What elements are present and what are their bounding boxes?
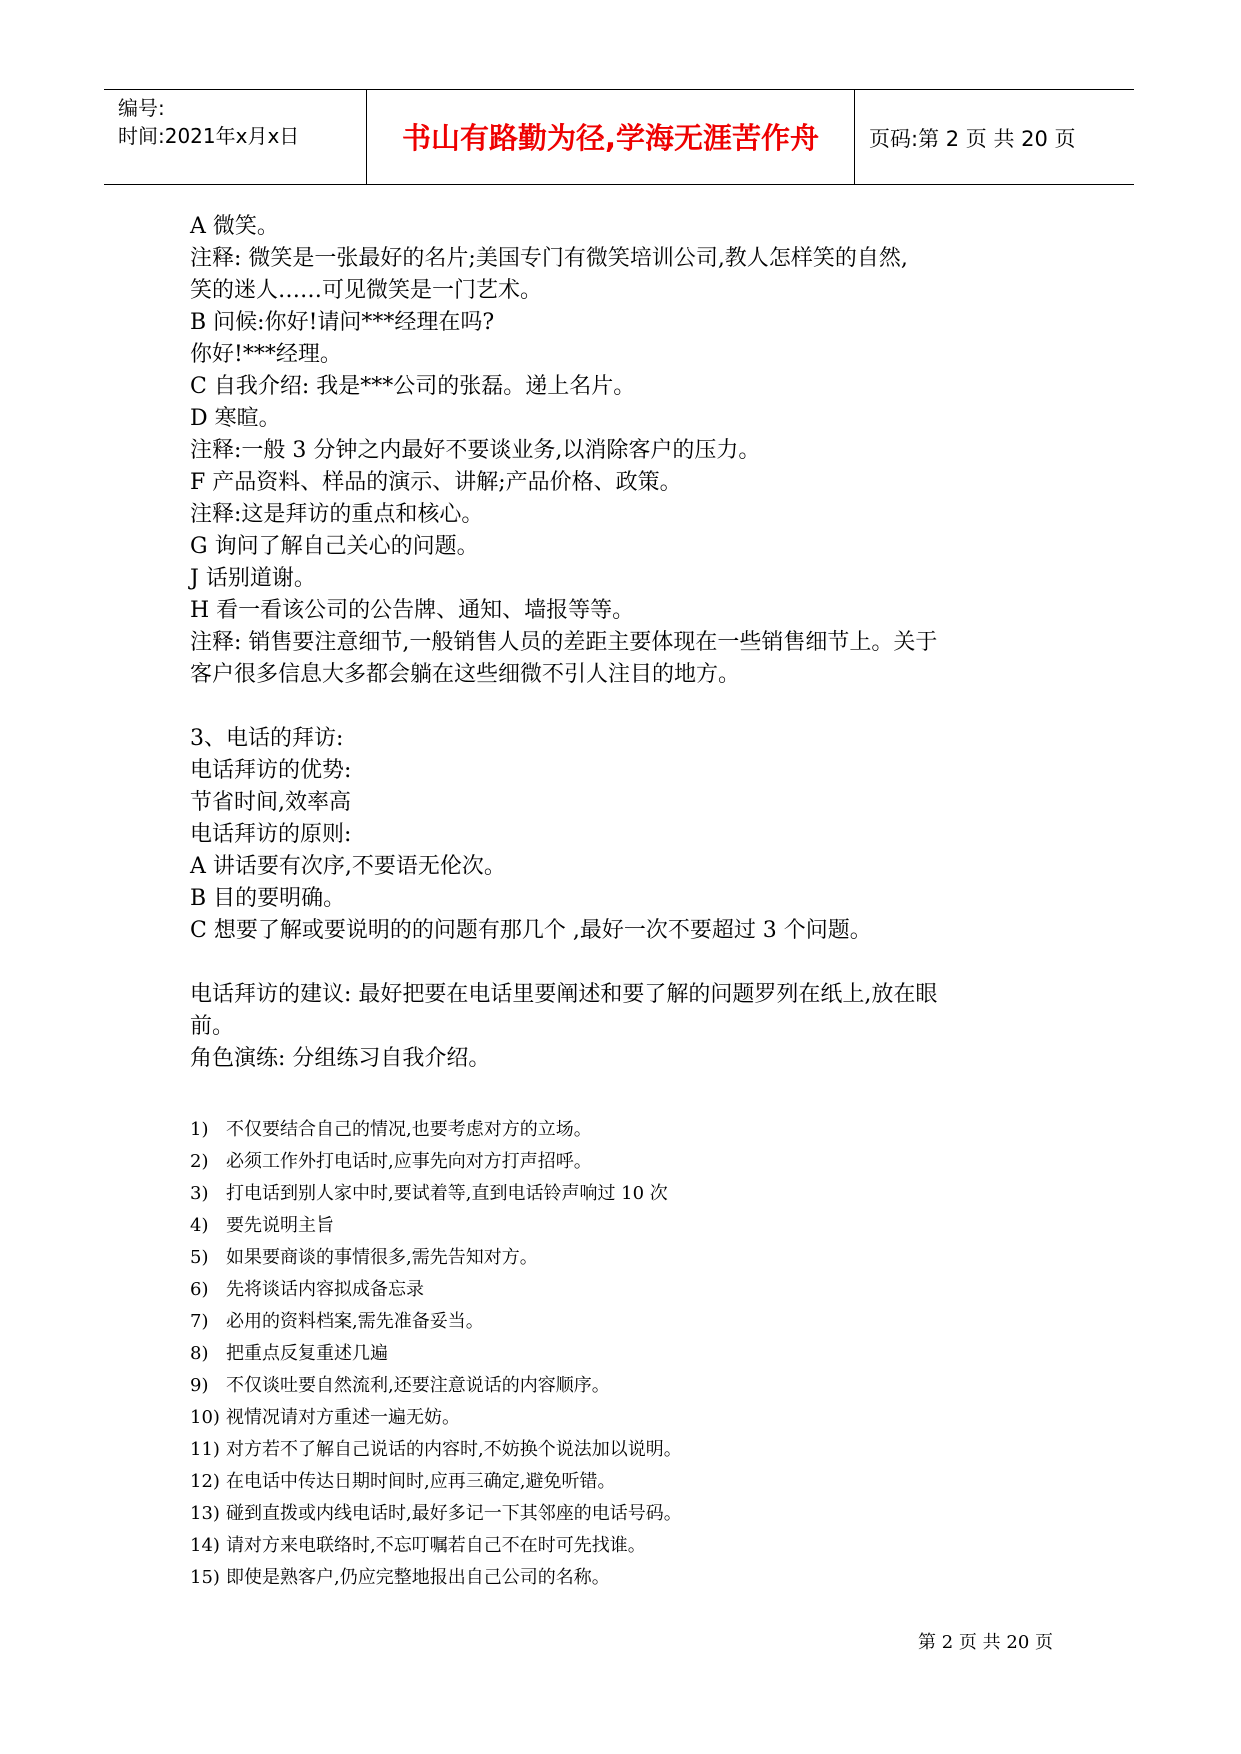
body-line: A 微笑。 xyxy=(190,214,279,239)
list-item-number: 10) xyxy=(190,1407,220,1428)
list-item-text: 碰到直拨或内线电话时,最好多记一下其邻座的电话号码。 xyxy=(226,1503,682,1524)
body-line: B 目的要明确。 xyxy=(190,886,346,911)
list-item-number: 11) xyxy=(190,1439,220,1460)
list-item-number: 4) xyxy=(190,1215,209,1236)
body-line: 电话拜访的建议: 最好把要在电话里要阐述和要了解的问题罗列在纸上,放在眼 xyxy=(190,982,938,1007)
list-item-number: 7) xyxy=(190,1311,209,1332)
list-item xyxy=(190,1502,682,1526)
header-meta-cell xyxy=(104,90,367,184)
document-number-label: 编号: xyxy=(118,96,165,120)
list-item xyxy=(190,1566,610,1590)
list-item-text: 视情况请对方重述一遍无妨。 xyxy=(226,1407,460,1428)
body-line: G 询问了解自己关心的问题。 xyxy=(190,534,479,559)
list-item-text: 必用的资料档案,需先准备妥当。 xyxy=(226,1311,484,1332)
body-line: D 寒暄。 xyxy=(190,406,281,431)
body-line: 注释:一般 3 分钟之内最好不要谈业务,以消除客户的压力。 xyxy=(190,438,761,463)
list-item-text: 先将谈话内容拟成备忘录 xyxy=(226,1279,424,1300)
header-motto-cell xyxy=(367,90,855,184)
list-item xyxy=(190,1118,592,1142)
list-item xyxy=(190,1406,460,1430)
body-line: J 话别道谢。 xyxy=(190,566,316,591)
body-line: C 自我介绍: 我是***公司的张磊。递上名片。 xyxy=(190,374,636,399)
list-item xyxy=(190,1342,388,1366)
list-item xyxy=(190,1278,424,1302)
list-item xyxy=(190,1534,646,1558)
list-item-text: 把重点反复重述几遍 xyxy=(226,1343,388,1364)
body-line: 注释: 销售要注意细节,一般销售人员的差距主要体现在一些销售细节上。关于 xyxy=(190,630,938,655)
list-item-text: 即使是熟客户,仍应完整地报出自己公司的名称。 xyxy=(226,1567,610,1588)
list-item-text: 必须工作外打电话时,应事先向对方打声招呼。 xyxy=(226,1151,592,1172)
list-item-text: 打电话到别人家中时,要试着等,直到电话铃声响过 10 次 xyxy=(226,1183,668,1204)
footer-page-number: 第 2 页 共 20 页 xyxy=(918,1632,1053,1653)
list-item-text: 不仅谈吐要自然流利,还要注意说话的内容顺序。 xyxy=(226,1375,610,1396)
list-item xyxy=(190,1182,668,1206)
list-item-number: 6) xyxy=(190,1279,209,1300)
list-item xyxy=(190,1150,592,1174)
list-item-number: 3) xyxy=(190,1183,209,1204)
body-line: 注释:这是拜访的重点和核心。 xyxy=(190,502,484,527)
list-item-text: 对方若不了解自己说话的内容时,不妨换个说法加以说明。 xyxy=(226,1439,682,1460)
list-item-text: 如果要商谈的事情很多,需先告知对方。 xyxy=(226,1247,538,1268)
body-line: A 讲话要有次序,不要语无伦次。 xyxy=(190,854,506,879)
list-item-number: 9) xyxy=(190,1375,209,1396)
body-line: 注释: 微笑是一张最好的名片;美国专门有微笑培训公司,教人怎样笑的自然, xyxy=(190,246,908,271)
header-page-cell xyxy=(855,90,1134,184)
list-item xyxy=(190,1470,615,1494)
header-page-number: 页码:第 2 页 共 20 页 xyxy=(869,127,1076,151)
list-item xyxy=(190,1374,610,1398)
header-motto: 书山有路勤为径,学海无涯苦作舟 xyxy=(401,121,820,155)
list-item-text: 不仅要结合自己的情况,也要考虑对方的立场。 xyxy=(226,1119,592,1140)
body-line: 客户很多信息大多都会躺在这些细微不引人注目的地方。 xyxy=(190,662,741,687)
list-item-number: 15) xyxy=(190,1567,220,1588)
list-item xyxy=(190,1246,538,1270)
body-line: 角色演练: 分组练习自我介绍。 xyxy=(190,1046,491,1071)
body-line: H 看一看该公司的公告牌、通知、墙报等等。 xyxy=(190,598,635,623)
list-item-number: 2) xyxy=(190,1151,209,1172)
body-line: 节省时间,效率高 xyxy=(190,790,351,815)
list-item xyxy=(190,1438,682,1462)
list-item xyxy=(190,1214,334,1238)
list-item-number: 14) xyxy=(190,1535,220,1556)
list-item-text: 在电话中传达日期时间时,应再三确定,避免听错。 xyxy=(226,1471,616,1492)
list-item-text: 请对方来电联络时,不忘叮嘱若自己不在时可先找谁。 xyxy=(226,1535,646,1556)
body-line: 电话拜访的原则: xyxy=(190,822,352,847)
body-line: C 想要了解或要说明的的问题有那几个 ,最好一次不要超过 3 个问题。 xyxy=(190,918,872,943)
list-item-number: 13) xyxy=(190,1503,220,1524)
body-line: 电话拜访的优势: xyxy=(190,758,352,783)
document-time-label: 时间:2021年x月x日 xyxy=(118,124,300,148)
body-line: 你好!***经理。 xyxy=(190,342,342,367)
section-heading: 3、电话的拜访: xyxy=(190,726,344,751)
body-line: 笑的迷人……可见微笑是一门艺术。 xyxy=(190,278,543,303)
body-line: 前。 xyxy=(190,1014,235,1039)
list-item-number: 1) xyxy=(190,1119,209,1140)
body-line: F 产品资料、样品的演示、讲解;产品价格、政策。 xyxy=(190,470,682,495)
list-item xyxy=(190,1310,484,1334)
list-item-text: 要先说明主旨 xyxy=(226,1215,334,1236)
list-item-number: 8) xyxy=(190,1343,209,1364)
list-item-number: 5) xyxy=(190,1247,209,1268)
page-header xyxy=(104,89,1134,185)
list-item-number: 12) xyxy=(190,1471,220,1492)
body-line: B 问候:你好!请问***经理在吗? xyxy=(190,310,495,335)
